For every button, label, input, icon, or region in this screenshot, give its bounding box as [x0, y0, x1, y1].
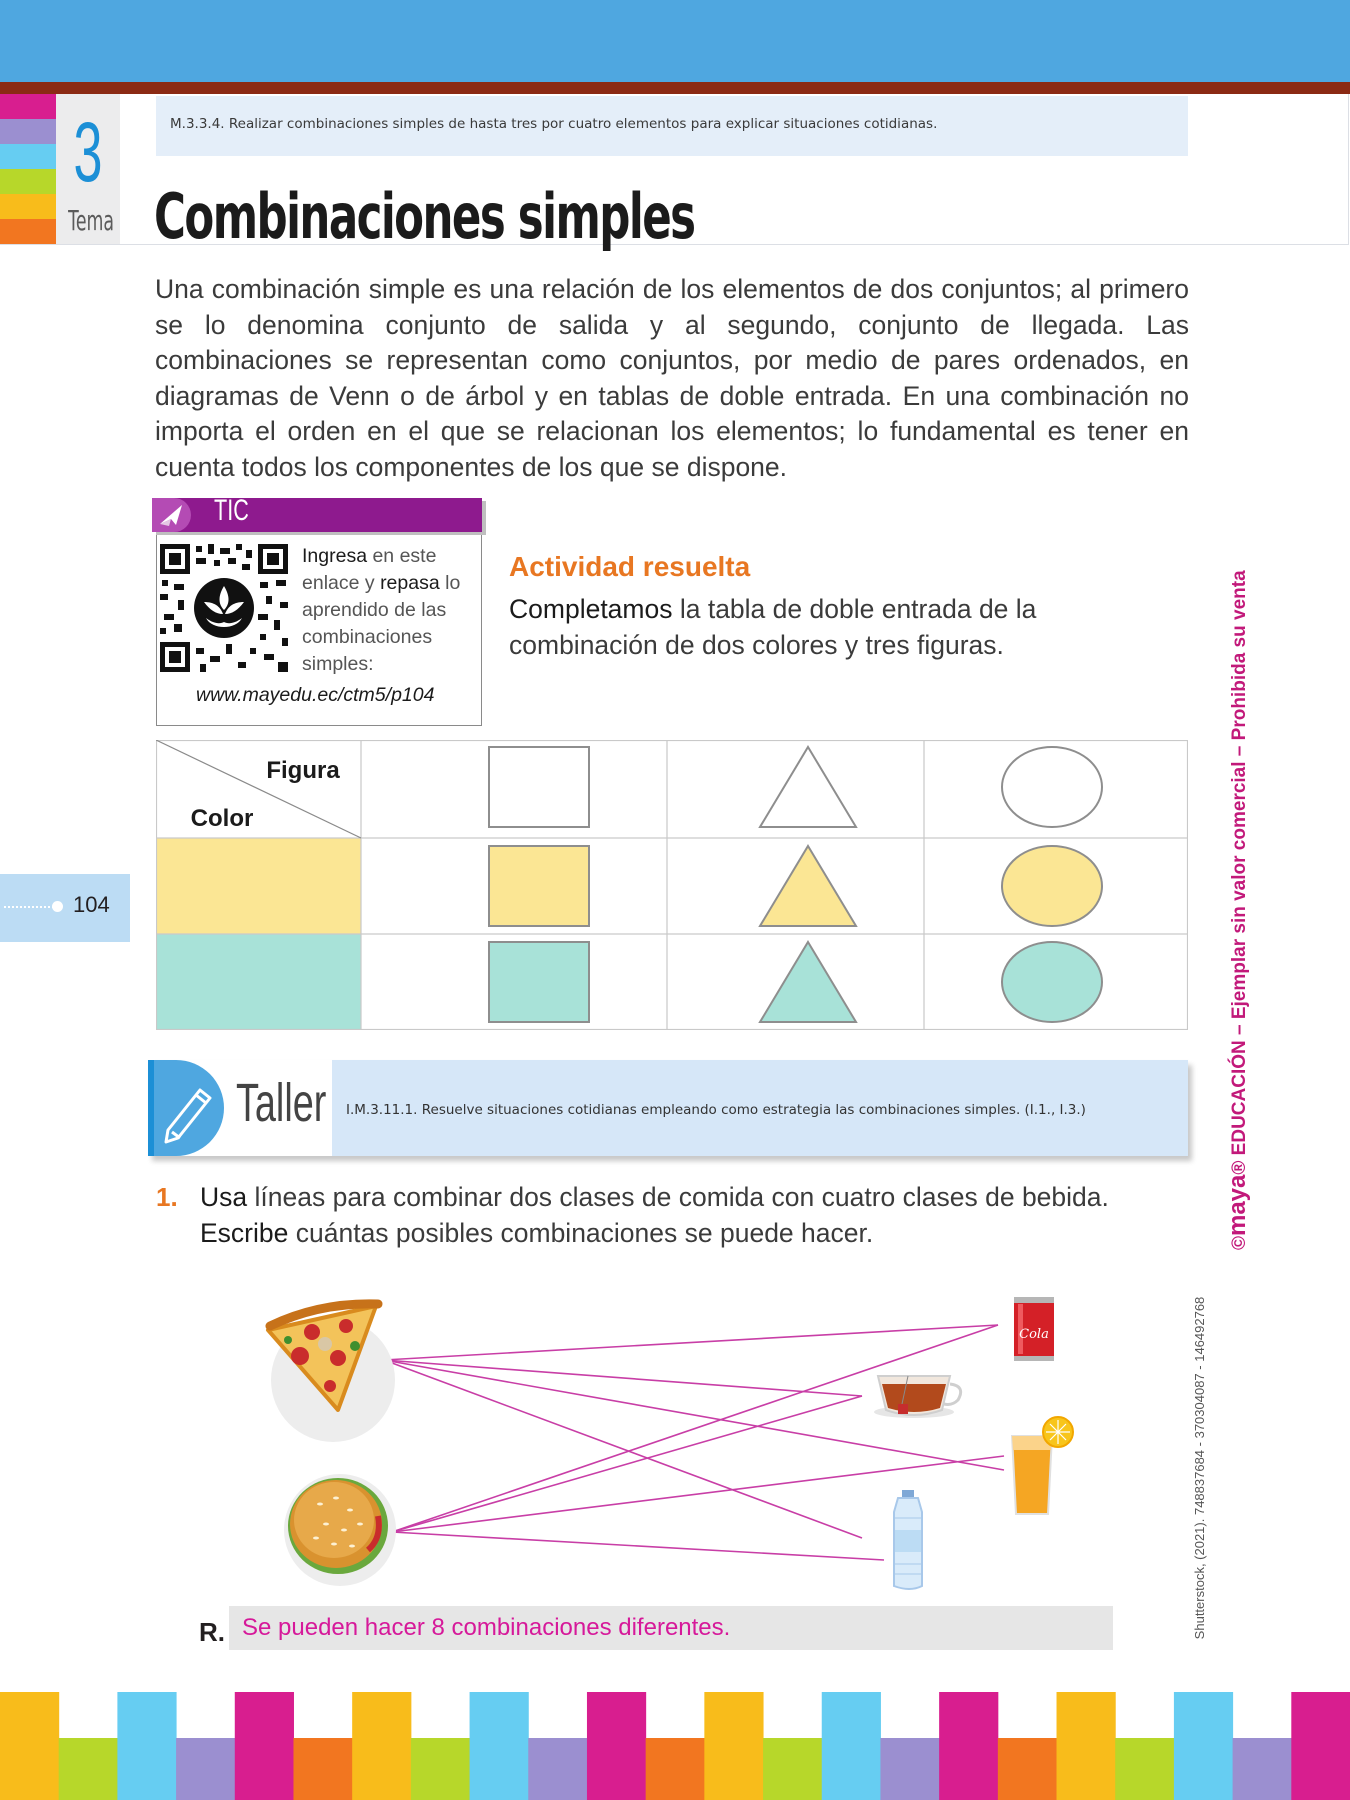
- bottom-stripe: [117, 1692, 176, 1800]
- bottom-stripe: [235, 1692, 294, 1800]
- pencil-icon: [148, 1060, 224, 1156]
- combination-diagram: [0, 1280, 1350, 1600]
- color-cell-teal: [156, 934, 361, 1030]
- question-bold-2: Escribe: [200, 1217, 289, 1248]
- tema-label: Tema: [68, 204, 115, 237]
- bottom-stripe: [880, 1738, 939, 1800]
- square-yellow: [489, 846, 589, 926]
- bottom-stripe: [704, 1692, 763, 1800]
- ellipse-teal: [1002, 942, 1102, 1022]
- answer-label: R.: [199, 1617, 225, 1647]
- tic-link[interactable]: www.mayedu.ec/ctm5/p104: [196, 684, 435, 706]
- bottom-stripe: [939, 1692, 998, 1800]
- ellipse-yellow: [1002, 846, 1102, 926]
- tema-number: 3: [73, 105, 103, 199]
- question-bold-1: Usa: [200, 1182, 248, 1212]
- taller-indicator-text: I.M.3.11.1. Resuelve situaciones cotidianas empleando como estrategia las combinaciones simples. (I.1., I.3.): [346, 1102, 1086, 1118]
- orange-juice-image[interactable]: [1012, 1417, 1073, 1514]
- bottom-stripe: [352, 1692, 411, 1800]
- side-note-text: ® EDUCACIÓN – Ejemplar sin valor comercial – Prohibida su venta: [1229, 570, 1250, 1175]
- tema-color-tabs: [0, 94, 56, 244]
- triangle-yellow: [760, 846, 856, 926]
- intro-paragraph: Una combinación simple es una relación de los elementos de dos conjuntos; al primero se lo denomina conjunto de salida y al segundo, conjunto de llegada. Las combinaciones se representan como conjuntos, por medio de pares ordenados, en diagramas de Venn o de árbol y en tablas de doble entrada. En una combinación no importa el orden en el que se relacionan los elementos; lo fundamental es tener en cuenta todos los componentes de los que se dispone.: [155, 274, 1189, 482]
- page-number-tab: [0, 874, 130, 942]
- pizza-image[interactable]: [268, 1304, 395, 1442]
- answer-text: Se pueden hacer 8 combinaciones diferentes.: [242, 1614, 731, 1641]
- bottom-stripe: [646, 1738, 705, 1800]
- image-credit-text: Shutterstock, (2021). 748837684 - 370304087 - 146492768: [1192, 1296, 1207, 1640]
- copyright-side-note: [1224, 570, 1264, 1250]
- paper-plane-icon: [152, 498, 192, 532]
- tea-cup-image[interactable]: [874, 1376, 961, 1418]
- question-text-2: cuántas posibles combinaciones se puede hacer.: [288, 1217, 874, 1248]
- square-teal: [489, 942, 589, 1022]
- page-title: Combinaciones simples: [154, 180, 695, 253]
- bottom-stripe: [411, 1738, 470, 1800]
- question-number: 1.: [156, 1182, 178, 1212]
- bottom-stripe: [1115, 1738, 1174, 1800]
- cola-can-image[interactable]: [1014, 1297, 1054, 1361]
- tic-text-1: en este enlace y: [302, 545, 437, 594]
- tic-text-bold-1: Ingresa: [302, 545, 368, 567]
- bottom-stripe: [587, 1692, 646, 1800]
- table-header-color: Color: [190, 805, 254, 832]
- bottom-stripe: [1174, 1692, 1233, 1800]
- bottom-color-bar: [0, 1692, 1350, 1800]
- brand-logo: maya: [1224, 1174, 1251, 1236]
- bottom-stripe: [176, 1738, 235, 1800]
- image-credit: [1192, 1288, 1216, 1648]
- water-bottle-image[interactable]: [894, 1490, 922, 1589]
- qr-code[interactable]: [160, 544, 288, 672]
- tic-text-2: lo aprendido de las combinaciones simples:: [302, 572, 461, 675]
- tic-title: TIC: [214, 494, 249, 527]
- table-header-figura: Figura: [266, 757, 340, 784]
- activity-text: [509, 592, 1189, 663]
- page-number-dot: [52, 901, 63, 912]
- burger-image[interactable]: [284, 1474, 396, 1586]
- activity-text-body: la tabla de doble entrada de la combinación de dos colores y tres figuras.: [509, 594, 1037, 660]
- triangle-teal: [760, 942, 856, 1022]
- bottom-stripe: [528, 1738, 587, 1800]
- tic-text: [302, 543, 472, 678]
- double-entry-table: [156, 740, 1188, 1030]
- bottom-stripe: [470, 1692, 529, 1800]
- page-number-dots: [4, 906, 54, 908]
- page-number: 104: [73, 892, 110, 917]
- bottom-stripe: [0, 1692, 59, 1800]
- copyright-symbol: ©: [1229, 1236, 1250, 1250]
- bottom-stripe: [59, 1738, 118, 1800]
- bottom-stripe: [1233, 1738, 1292, 1800]
- bottom-stripe: [998, 1738, 1057, 1800]
- activity-title: Actividad resuelta: [509, 551, 751, 582]
- bottom-stripe: [822, 1692, 881, 1800]
- bottom-stripe: [1291, 1692, 1350, 1800]
- bottom-stripe: [293, 1738, 352, 1800]
- bottom-stripe: [763, 1738, 822, 1800]
- activity-text-bold: Completamos: [509, 594, 673, 624]
- skill-code-text: M.3.3.4. Realizar combinaciones simples de hasta tres por cuatro elementos para explicar situaciones cotidianas.: [170, 116, 938, 132]
- taller-title: Taller: [236, 1073, 327, 1133]
- tic-header: [152, 498, 482, 532]
- triangle-outline: [760, 747, 856, 827]
- question-text-1: líneas para combinar dos clases de comida con cuatro clases de bebida.: [247, 1182, 1109, 1212]
- square-outline: [489, 747, 589, 827]
- tic-text-bold-2: repasa: [380, 572, 440, 594]
- color-cell-yellow: [156, 838, 361, 934]
- top-banner: [0, 0, 1350, 82]
- ellipse-outline: [1002, 747, 1102, 827]
- top-rule: [0, 82, 1350, 94]
- question-text: [200, 1180, 1200, 1251]
- cola-can-label: Cola: [1019, 1327, 1049, 1342]
- bottom-stripe: [1057, 1692, 1116, 1800]
